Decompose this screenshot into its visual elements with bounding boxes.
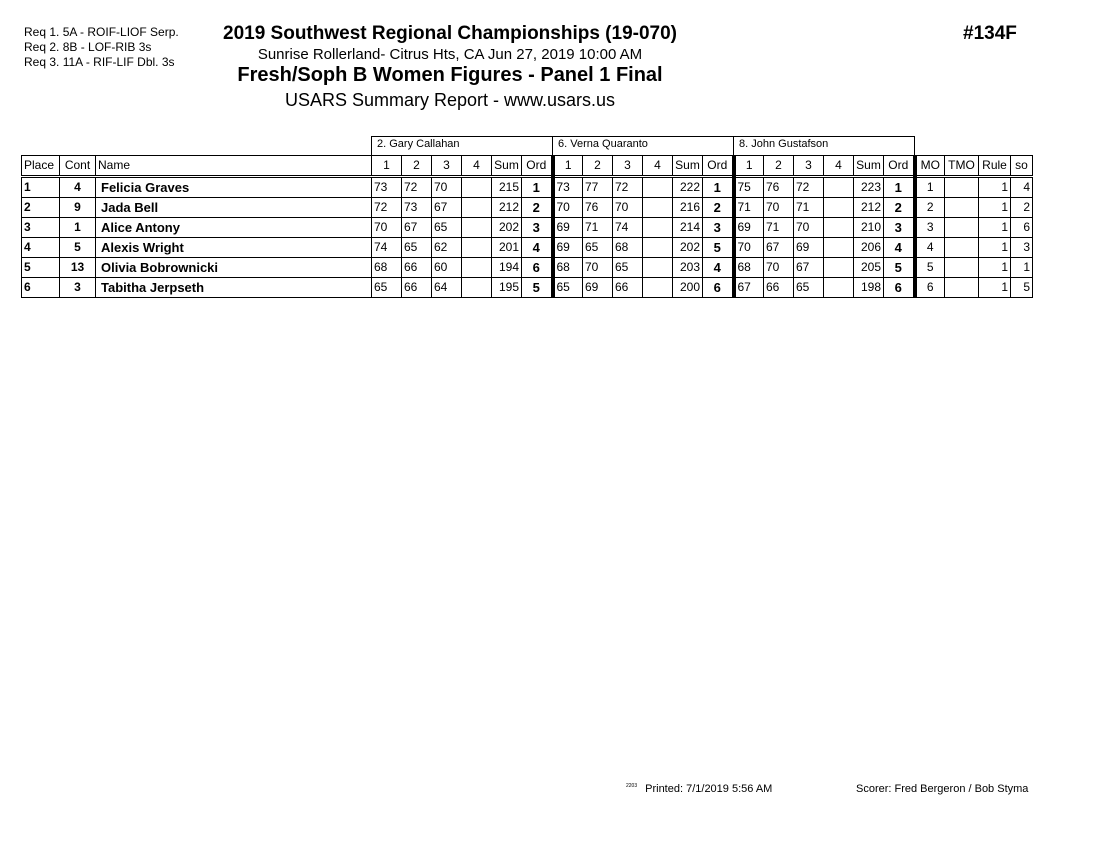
score-cell: 64 — [432, 278, 462, 298]
score-cell — [462, 198, 492, 218]
col-judge-3-fig-2: 2 — [764, 156, 794, 177]
col-judge-3-fig-4: 4 — [824, 156, 854, 177]
score-cell: 66 — [402, 258, 432, 278]
col-name: Name — [96, 156, 372, 177]
score-cell: 73 — [372, 177, 402, 198]
col-tmo: TMO — [945, 156, 979, 177]
table-row — [22, 258, 1033, 278]
place-cell: 4 — [22, 238, 60, 258]
mo-cell: 1 — [915, 177, 945, 198]
score-cell: 72 — [613, 177, 643, 198]
score-cell — [643, 177, 673, 198]
score-cell — [643, 258, 673, 278]
ordinal-cell: 2 — [522, 198, 553, 218]
score-cell: 76 — [764, 177, 794, 198]
score-cell: 73 — [553, 177, 583, 198]
footer-marker: 2203 — [626, 783, 638, 789]
score-cell: 70 — [764, 198, 794, 218]
score-cell: 65 — [372, 278, 402, 298]
ordinal-cell: 2 — [884, 198, 915, 218]
printed-text: Printed: 7/1/2019 5:56 AM — [645, 783, 773, 795]
rule-cell: 1 — [979, 278, 1011, 298]
score-cell: 71 — [734, 198, 764, 218]
col-judge-1-sum: Sum — [492, 156, 522, 177]
ordinal-cell: 4 — [703, 258, 734, 278]
score-cell: 75 — [734, 177, 764, 198]
col-judge-2-fig-1: 1 — [553, 156, 583, 177]
judges-row — [22, 137, 1033, 156]
ordinal-cell: 1 — [522, 177, 553, 198]
col-judge-2-fig-4: 4 — [643, 156, 673, 177]
col-judge-2-fig-3: 3 — [613, 156, 643, 177]
sum-cell: 222 — [673, 177, 703, 198]
col-judge-1-fig-3: 3 — [432, 156, 462, 177]
score-cell: 65 — [794, 278, 824, 298]
score-cell — [462, 177, 492, 198]
place-cell: 1 — [22, 177, 60, 198]
sum-cell: 212 — [492, 198, 522, 218]
score-cell: 70 — [734, 238, 764, 258]
score-cell: 67 — [764, 238, 794, 258]
ordinal-cell: 4 — [522, 238, 553, 258]
mo-cell: 6 — [915, 278, 945, 298]
judge-2-name: 6. Verna Quaranto — [553, 137, 734, 156]
sum-cell: 212 — [854, 198, 884, 218]
score-cell — [462, 238, 492, 258]
col-judge-3-ord: Ord — [884, 156, 915, 177]
tmo-cell — [945, 258, 979, 278]
ordinal-cell: 5 — [703, 238, 734, 258]
score-cell: 65 — [432, 218, 462, 238]
column-header-row — [22, 156, 1033, 177]
score-cell: 69 — [794, 238, 824, 258]
mo-cell: 2 — [915, 198, 945, 218]
col-cont: Cont — [60, 156, 96, 177]
score-cell: 70 — [432, 177, 462, 198]
so-cell: 6 — [1011, 218, 1033, 238]
cont-cell: 1 — [60, 218, 96, 238]
requirement-1: Req 1. 5A - ROIF-LIOF Serp. — [24, 25, 179, 39]
skater-name: Jada Bell — [96, 198, 372, 218]
report-subtitle: USARS Summary Report - www.usars.us — [284, 90, 616, 110]
col-place: Place — [22, 156, 60, 177]
col-judge-3-sum: Sum — [854, 156, 884, 177]
score-cell: 70 — [372, 218, 402, 238]
score-cell: 68 — [372, 258, 402, 278]
cont-cell: 4 — [60, 177, 96, 198]
score-cell: 76 — [583, 198, 613, 218]
score-cell: 70 — [764, 258, 794, 278]
tmo-cell — [945, 177, 979, 198]
table-row — [22, 278, 1033, 298]
tmo-cell — [945, 278, 979, 298]
mo-cell: 4 — [915, 238, 945, 258]
ordinal-cell: 1 — [884, 177, 915, 198]
cont-cell: 9 — [60, 198, 96, 218]
score-cell: 67 — [432, 198, 462, 218]
score-cell: 65 — [583, 238, 613, 258]
score-cell — [643, 198, 673, 218]
so-cell: 4 — [1011, 177, 1033, 198]
ordinal-cell: 6 — [884, 278, 915, 298]
sum-cell: 201 — [492, 238, 522, 258]
event-number: #134F — [963, 23, 1017, 44]
score-cell — [462, 258, 492, 278]
score-cell: 70 — [613, 198, 643, 218]
score-cell: 66 — [764, 278, 794, 298]
col-judge-1-fig-4: 4 — [462, 156, 492, 177]
sum-cell: 202 — [673, 238, 703, 258]
score-cell: 66 — [613, 278, 643, 298]
score-cell — [824, 278, 854, 298]
so-cell: 1 — [1011, 258, 1033, 278]
ordinal-cell: 6 — [703, 278, 734, 298]
score-cell: 68 — [734, 258, 764, 278]
sum-cell: 216 — [673, 198, 703, 218]
rule-cell: 1 — [979, 258, 1011, 278]
col-rule: Rule — [979, 156, 1011, 177]
venue-datetime: Sunrise Rollerland- Citrus Hts, CA Jun 27, 2019 10:00 AM — [257, 46, 643, 63]
ordinal-cell: 1 — [703, 177, 734, 198]
sum-cell: 194 — [492, 258, 522, 278]
competition-title: 2019 Southwest Regional Championships (19-070) — [223, 23, 677, 44]
sum-cell: 223 — [854, 177, 884, 198]
sum-cell: 195 — [492, 278, 522, 298]
score-cell: 77 — [583, 177, 613, 198]
score-cell: 72 — [402, 177, 432, 198]
score-cell: 68 — [613, 238, 643, 258]
score-cell — [462, 278, 492, 298]
sum-cell: 200 — [673, 278, 703, 298]
place-cell: 2 — [22, 198, 60, 218]
col-judge-2-fig-2: 2 — [583, 156, 613, 177]
cont-cell: 3 — [60, 278, 96, 298]
score-cell — [824, 198, 854, 218]
sum-cell: 202 — [492, 218, 522, 238]
col-judge-2-sum: Sum — [673, 156, 703, 177]
ordinal-cell: 3 — [703, 218, 734, 238]
score-cell: 67 — [734, 278, 764, 298]
col-judge-1-ord: Ord — [522, 156, 553, 177]
score-cell — [824, 238, 854, 258]
ordinal-cell: 5 — [522, 278, 553, 298]
table-row — [22, 218, 1033, 238]
score-cell — [824, 258, 854, 278]
skater-name: Olivia Bobrownicki — [96, 258, 372, 278]
score-cell — [643, 238, 673, 258]
score-cell: 62 — [432, 238, 462, 258]
so-cell: 5 — [1011, 278, 1033, 298]
cont-cell: 13 — [60, 258, 96, 278]
score-cell: 68 — [553, 258, 583, 278]
col-judge-2-ord: Ord — [703, 156, 734, 177]
so-cell: 2 — [1011, 198, 1033, 218]
ordinal-cell: 5 — [884, 258, 915, 278]
skater-name: Felicia Graves — [96, 177, 372, 198]
rule-cell: 1 — [979, 238, 1011, 258]
rule-cell: 1 — [979, 177, 1011, 198]
score-cell: 73 — [402, 198, 432, 218]
score-cell: 72 — [794, 177, 824, 198]
ordinal-cell: 3 — [884, 218, 915, 238]
requirement-2: Req 2. 8B - LOF-RIB 3s — [24, 40, 152, 54]
sum-cell: 214 — [673, 218, 703, 238]
skater-name: Tabitha Jerpseth — [96, 278, 372, 298]
score-cell: 71 — [583, 218, 613, 238]
col-judge-1-fig-2: 2 — [402, 156, 432, 177]
col-so: so — [1011, 156, 1033, 177]
score-cell: 70 — [794, 218, 824, 238]
ordinal-cell: 6 — [522, 258, 553, 278]
tmo-cell — [945, 238, 979, 258]
score-cell: 69 — [734, 218, 764, 238]
table-row — [22, 238, 1033, 258]
skater-name: Alice Antony — [96, 218, 372, 238]
score-cell: 69 — [553, 238, 583, 258]
sum-cell: 203 — [673, 258, 703, 278]
scorer-info: Scorer: Fred Bergeron / Bob Styma — [856, 783, 1029, 795]
col-judge-3-fig-3: 3 — [794, 156, 824, 177]
rule-cell: 1 — [979, 218, 1011, 238]
col-judge-3-fig-1: 1 — [734, 156, 764, 177]
score-cell: 71 — [794, 198, 824, 218]
sum-cell: 215 — [492, 177, 522, 198]
score-cell: 65 — [402, 238, 432, 258]
col-mo: MO — [915, 156, 945, 177]
score-cell — [824, 177, 854, 198]
table-row — [22, 177, 1033, 198]
sum-cell: 198 — [854, 278, 884, 298]
mo-cell: 3 — [915, 218, 945, 238]
score-cell: 66 — [402, 278, 432, 298]
score-cell — [643, 278, 673, 298]
score-cell — [462, 218, 492, 238]
sum-cell: 206 — [854, 238, 884, 258]
sum-cell: 205 — [854, 258, 884, 278]
printed-timestamp — [626, 783, 772, 795]
so-cell: 3 — [1011, 238, 1033, 258]
ordinal-cell: 4 — [884, 238, 915, 258]
table-row — [22, 198, 1033, 218]
event-title: Fresh/Soph B Women Figures - Panel 1 Final — [237, 64, 663, 86]
score-cell: 69 — [583, 278, 613, 298]
cont-cell: 5 — [60, 238, 96, 258]
judge-1-name: 2. Gary Callahan — [372, 137, 553, 156]
score-cell: 72 — [372, 198, 402, 218]
score-cell: 71 — [764, 218, 794, 238]
requirement-3: Req 3. 11A - RIF-LIF Dbl. 3s — [24, 55, 175, 69]
place-cell: 3 — [22, 218, 60, 238]
score-cell: 67 — [794, 258, 824, 278]
mo-cell: 5 — [915, 258, 945, 278]
score-cell: 69 — [553, 218, 583, 238]
score-cell: 70 — [553, 198, 583, 218]
score-cell: 70 — [583, 258, 613, 278]
tmo-cell — [945, 198, 979, 218]
results-table — [21, 136, 1033, 298]
place-cell: 6 — [22, 278, 60, 298]
score-cell: 65 — [553, 278, 583, 298]
judge-3-name: 8. John Gustafson — [734, 137, 915, 156]
tmo-cell — [945, 218, 979, 238]
score-cell — [824, 218, 854, 238]
rule-cell: 1 — [979, 198, 1011, 218]
place-cell: 5 — [22, 258, 60, 278]
score-cell: 74 — [372, 238, 402, 258]
score-cell: 60 — [432, 258, 462, 278]
col-judge-1-fig-1: 1 — [372, 156, 402, 177]
score-cell: 65 — [613, 258, 643, 278]
sum-cell: 210 — [854, 218, 884, 238]
score-cell — [643, 218, 673, 238]
score-cell: 74 — [613, 218, 643, 238]
skater-name: Alexis Wright — [96, 238, 372, 258]
score-cell: 67 — [402, 218, 432, 238]
ordinal-cell: 3 — [522, 218, 553, 238]
ordinal-cell: 2 — [703, 198, 734, 218]
